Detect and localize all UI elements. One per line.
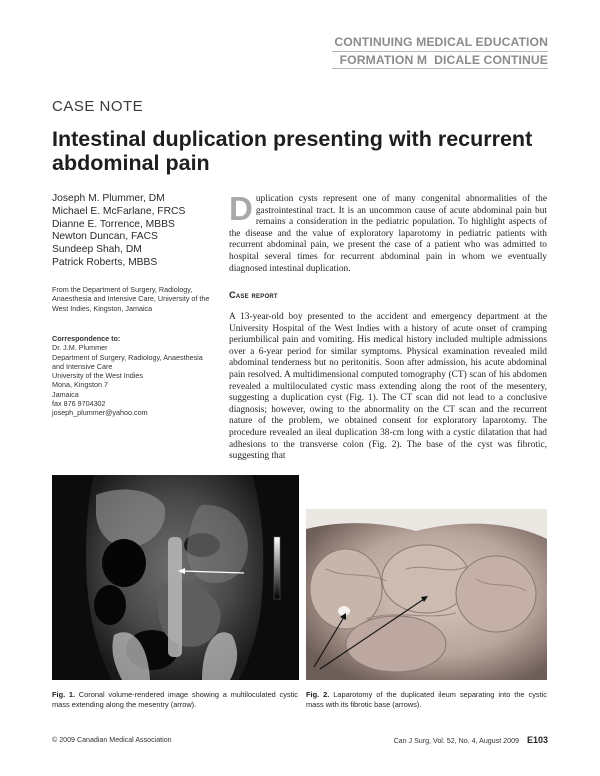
figure-2-label: Fig. 2.	[306, 690, 330, 699]
figure-1-caption-text: Coronal volume-rendered image showing a multiloculated cystic mass extending along the mesentry (arrow).	[52, 690, 299, 709]
intro-text: uplication cysts represent one of many congenital abnormalities of the gastrointestinal tract. It is an uncommon cause of acute abdominal pain but remains a consideration in the pediatric population. To highlight aspects of the disease and the value of exploratory laparotomy in pediatric patients with recurrent abdominal pain, we present the case of a patient who was admitted to hospital several times for recurrent abdominal pain in whom we eventually diagnosed intestinal duplication.	[229, 194, 547, 274]
footer-copyright: © 2009 Canadian Medical Association	[52, 736, 172, 744]
author: Sundeep Shah, DM	[52, 244, 142, 256]
correspondence-line: Dr. J.M. Plummer	[52, 343, 108, 353]
footer-citation-text: Can J Surg, Vol. 52, No. 4, August 2009	[393, 737, 519, 745]
article-title: Intestinal duplication presenting with recurrent abdominal pain	[52, 127, 533, 175]
correspondence-email[interactable]: joseph_plummer@yahoo.com	[52, 408, 148, 418]
figure-2-laparotomy-photo	[306, 509, 547, 680]
banner-line-english: CONTINUING MEDICAL EDUCATION	[334, 35, 548, 49]
correspondence-line: University of the West Indies	[52, 371, 143, 381]
page-number: E103	[526, 735, 548, 745]
figure-2-caption	[306, 690, 547, 709]
author: Patrick Roberts, MBBS	[52, 256, 158, 268]
intro-paragraph	[229, 190, 547, 275]
section-heading-text: Case report	[229, 290, 278, 300]
author: Dianne E. Torrence, MBBS	[52, 218, 175, 230]
journal-section-banner	[332, 34, 548, 69]
figure-1-label: Fig. 1.	[52, 690, 76, 699]
drop-cap: D	[229, 190, 253, 227]
correspondence-line: Department of Surgery, Radiology, Anaesthesia and Intensive Care	[52, 352, 203, 371]
author: Michael E. McFarlane, FRCS	[52, 205, 186, 217]
footer-citation	[394, 735, 548, 745]
figure-2-caption-text: Laparotomy of the duplicated ileum separating into the cystic mass with its fibrotic base (arrows).	[306, 690, 547, 709]
affiliation: From the Department of Surgery, Radiology, Anaesthesia and Intensive Care, University of the West Indies, Kingston, Jamaica	[52, 285, 210, 313]
author: Joseph M. Plummer, DM	[52, 193, 165, 204]
correspondence-line: fax 876 9704302	[52, 399, 106, 409]
correspondence-line: Mona, Kingston 7	[52, 380, 108, 390]
laparotomy-illustration	[306, 509, 547, 680]
figure-1-caption	[52, 690, 298, 709]
section-heading	[229, 290, 278, 300]
correspondence-line: Jamaica	[52, 389, 79, 399]
case-report-body: A 13-year-old boy presented to the accident and emergency department at the University Hospital of the West Indies with a history of acute onset of cramping periumbilical pain and vomiting. His medical history included multiple admissions over a 6-year period for similar symptoms. Physical examination revealed mild abdominal tenderness but no peritonitis. Soon after admission, his acute abdominal pain resolved. A multidimensional computed tomography (CT) scan of his abdomen revealed a multiloculated cystic mass extending along the root of the mesentery, suggesting a duplication cyst (Fig. 1). The CT scan did not lead to a conclusive diagnosis; however, owing to the abnormality on the CT scan and the recurrent nature of the problem, we obtained consent for exploratory laparotomy. The procedure revealed an ileal duplication 38-cm long with a cystic dilatation that had adhesions to the transverse colon (Fig. 2). The base of the cyst was fibrotic, suggesting that	[229, 312, 547, 462]
correspondence-block	[52, 334, 210, 418]
article-type: CASE NOTE	[52, 98, 144, 115]
correspondence-label: Correspondence to:	[52, 334, 121, 343]
author-list	[52, 193, 185, 270]
banner-line-french: FORMATION M DICALE CONTINUE	[332, 51, 548, 69]
figure-1-ct-image	[52, 475, 299, 680]
author: Newton Duncan, FACS	[52, 231, 158, 243]
ct-scan-illustration	[52, 475, 299, 680]
